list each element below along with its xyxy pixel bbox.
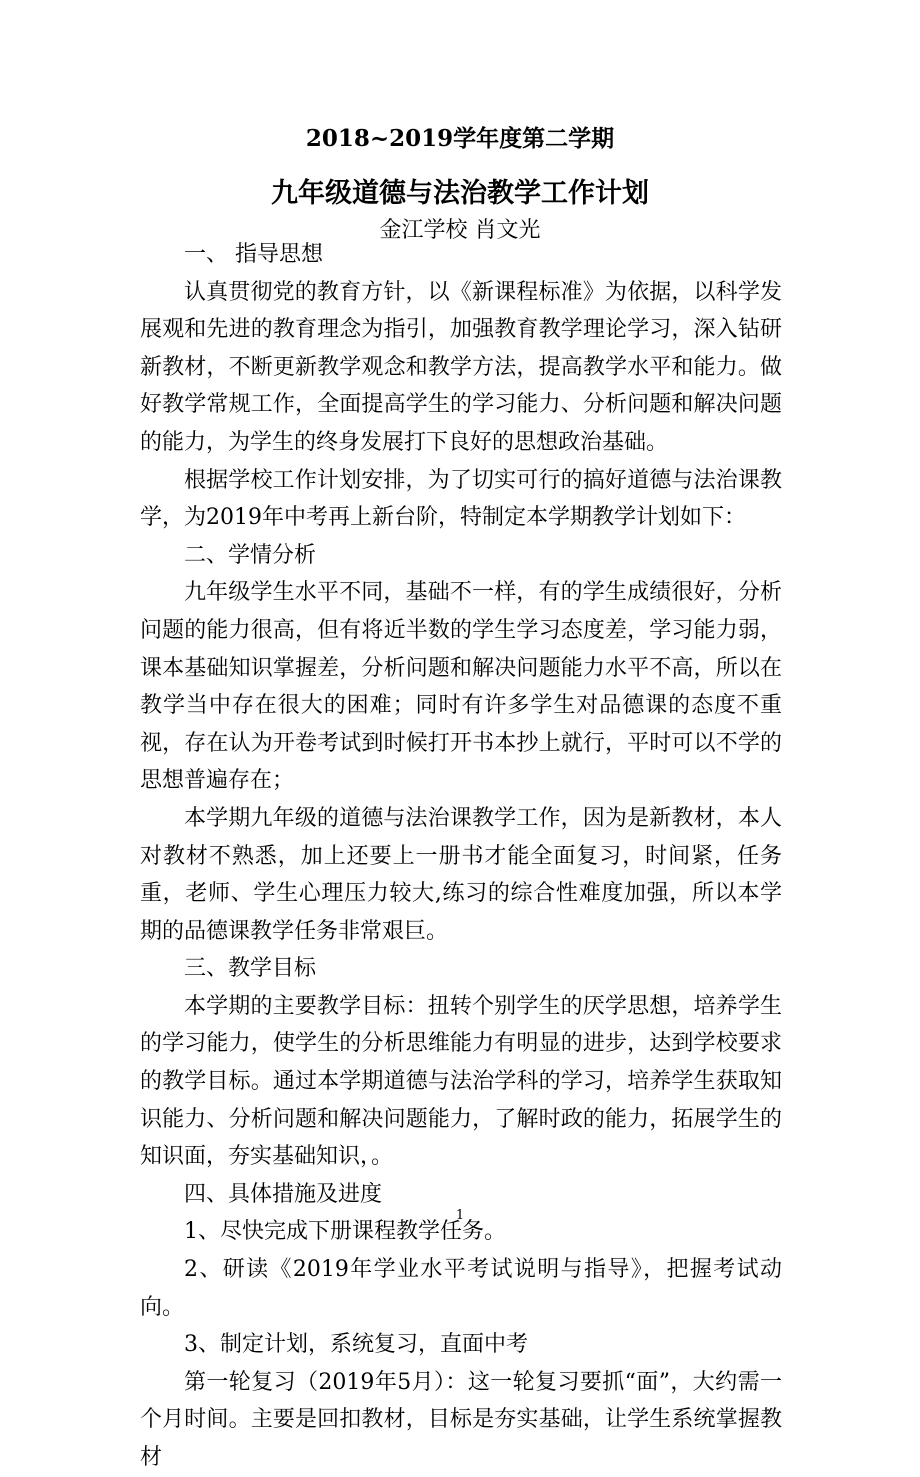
body-paragraph: 认真贯彻党的教育方针，以《新课程标准》为依据，以科学发展观和先进的教育理念为指引，加强教育教学理论学习，深入钻研新教材，不断更新教学观念和教学方法，提高教学水平和能力。做好教学常规工作，全面提高学生的学习能力、分析问题和解决问题的能力，为学生的终身发展打下良好的思想政治基础。 <box>140 279 782 455</box>
list-item: 1、尽快完成下册课程教学任务。 <box>184 1219 506 1245</box>
document-body <box>140 236 782 1477</box>
body-paragraph: 本学期九年级的道德与法治课教学工作，因为是新教材，本人对教材不熟悉，加上还要上一册书才能全面复习，时间紧，任务重，老师、学生心理压力较大,练习的综合性难度加强，所以本学期的品德课教学任务非常艰巨。 <box>140 805 782 944</box>
body-paragraph: 九年级学生水平不同，基础不一样，有的学生成绩很好，分析问题的能力很高，但有将近半数的学生学习态度差，学习能力弱，课本基础知识掌握差，分析问题和解决问题能力水平不高，所以在教学当中存在很大的困难；同时有许多学生对品德课的态度不重视，存在认为开卷考试到时候打开书本抄上就行，平时可以不学的思想普遍存在； <box>140 580 782 794</box>
section-heading: 一、 指导思想 <box>184 242 323 267</box>
body-paragraph: 根据学校工作计划安排，为了切实可行的搞好道德与法治课教学，为2019年中考再上新台阶，特制定本学期教学计划如下： <box>140 467 782 531</box>
document-title-term: 2018~2019学年度第二学期 <box>305 125 615 152</box>
body-paragraph: 第一轮复习（2019年5月）：这一轮复习要抓“面”，大约需一个月时间。主要是回扣教材，目标是夯实基础，让学生系统掌握教材 <box>140 1369 782 1470</box>
body-paragraph: 本学期的主要教学目标：扭转个别学生的厌学思想，培养学生的学习能力，使学生的分析思维能力有明显的进步，达到学校要求的教学目标。通过本学期道德与法治学科的学习，培养学生获取知识能力、分析问题和解决问题能力，了解时政的能力，拓展学生的知识面，夯实基础知识，。 <box>140 993 782 1170</box>
page-number: 1 <box>455 1208 465 1223</box>
list-item: 2、研读《2019年学业水平考试说明与指导》，把握考试动向。 <box>140 1257 782 1320</box>
section-heading: 二、学情分析 <box>184 542 317 568</box>
document-author: 金江学校 肖文光 <box>379 218 541 243</box>
section-heading: 三、教学目标 <box>184 956 317 982</box>
list-item: 3、制定计划，系统复习，直面中考 <box>184 1332 528 1358</box>
section-heading: 四、具体措施及进度 <box>184 1181 383 1207</box>
document-title-plan: 九年级道德与法治教学工作计划 <box>271 178 649 209</box>
